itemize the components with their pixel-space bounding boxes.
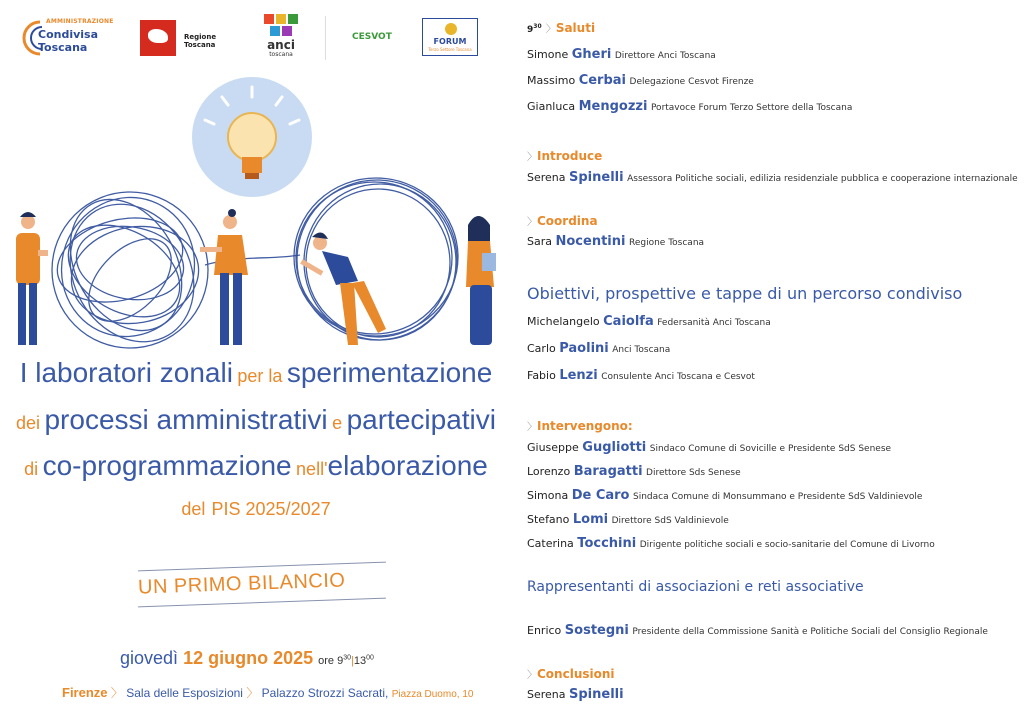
logo-small-text: AMMINISTRAZIONE [46, 18, 114, 25]
speaker-surname: Cerbai [578, 73, 627, 88]
regione-toscana-logo [140, 20, 240, 56]
speaker-row [527, 234, 704, 249]
title-connector: dei [16, 413, 41, 433]
speaker-surname: Gheri [571, 47, 612, 62]
illustration-people-tangle [0, 75, 512, 360]
speaker-name: Caterina [527, 537, 574, 550]
chevron-right-icon: 〉 [246, 686, 259, 700]
logo-line1: Condivisa [38, 28, 99, 41]
anci-sub-label: toscana [269, 51, 293, 58]
speaker-name: Simona [527, 489, 569, 502]
person-figure-icon [16, 212, 48, 345]
forum-circle-icon [445, 23, 457, 35]
anci-square-icon [288, 14, 298, 24]
speaker-role: Sindaca Comune di Monsummano e Presidente SdS Valdinievole [633, 492, 923, 502]
title-line-2 [0, 404, 512, 436]
speaker-surname: Tocchini [577, 536, 637, 551]
speaker-name: Enrico [527, 624, 562, 637]
speaker-name: Gianluca [527, 100, 576, 113]
speaker-role: Direttore Sds Senese [646, 468, 741, 478]
date-time: ore $9^{30}|13^{00}$ [318, 654, 374, 667]
title-text: I laboratori zonali [19, 357, 233, 388]
speaker-row [527, 687, 624, 702]
tangle-scribble-icon [42, 179, 300, 360]
speaker-surname: Lomi [572, 512, 609, 527]
section-label: Conclusioni [537, 667, 615, 681]
bracket-icon: 〉 [527, 217, 537, 228]
speaker-role: Sindaco Comune di Sovicille e Presidente SdS Senese [649, 444, 892, 454]
speaker-role: Anci Toscana [612, 345, 671, 355]
speaker-surname: De Caro [571, 488, 630, 503]
lightbulb-icon [192, 77, 312, 197]
title-line-3 [0, 450, 512, 482]
bracket-icon: 〉 [545, 24, 556, 35]
anci-toscana-logo [260, 14, 302, 60]
speaker-surname: Lenzi [559, 368, 598, 383]
regione-label: Regione Toscana [184, 33, 217, 49]
title-line-1 [0, 357, 512, 389]
date-number: 12 giugno 2025 [183, 648, 314, 668]
speaker-name: Massimo [527, 74, 576, 87]
speaker-role: Consulente Anci Toscana e Cesvot [601, 372, 755, 382]
bracket-icon: 〉 [527, 670, 537, 681]
title-connector: nell' [296, 459, 328, 479]
title-text: elaborazione [327, 450, 488, 481]
anci-label: anci [267, 38, 295, 52]
section-time: $9^{30}$ [527, 23, 542, 35]
event-date [120, 648, 374, 669]
speaker-name: Serena [527, 171, 566, 184]
speaker-surname: Gugliotti [582, 440, 647, 455]
rappresentanti-heading: Rappresentanti di associazioni e reti associative [527, 579, 864, 595]
speaker-surname: Sostegni [564, 623, 629, 638]
speaker-name: Simone [527, 48, 569, 61]
speaker-role: Direttore SdS Valdinievole [611, 516, 729, 526]
speaker-row [527, 623, 988, 638]
section-intervengono [527, 418, 633, 433]
divider-line [138, 598, 386, 608]
speaker-surname: Nocentini [555, 234, 626, 249]
speaker-surname: Caiolfa [603, 314, 654, 329]
speaker-row [527, 314, 771, 329]
forum-logo [422, 18, 478, 56]
venue-city: Firenze [62, 685, 108, 700]
speaker-row [527, 47, 716, 62]
event-venue [62, 684, 473, 701]
section-label: Introduce [537, 149, 603, 163]
speaker-name: Carlo [527, 342, 556, 355]
divider-line [138, 562, 386, 572]
logo-line2: Toscana [38, 41, 88, 54]
forum-label: FORUM [433, 37, 467, 46]
title-text: processi amministrativi [44, 404, 328, 435]
title-connector: e [332, 413, 343, 433]
venue-palace: Palazzo Strozzi Sacrati, [261, 686, 389, 700]
speaker-name: Lorenzo [527, 465, 571, 478]
speaker-row [527, 440, 891, 455]
venue-address: Piazza Duomo, 10 [391, 689, 474, 700]
anci-square-icon [282, 26, 292, 36]
speaker-role: Assessora Politiche sociali, edilizia residenziale pubblica e cooperazione internazionale [627, 174, 1018, 184]
chevron-right-icon: 〉 [110, 686, 123, 700]
person-figure-icon [466, 216, 496, 345]
speaker-row [527, 170, 1018, 185]
speaker-row [527, 341, 670, 356]
speaker-name: Giuseppe [527, 441, 579, 454]
speaker-role: Presidente della Commissione Sanità e Politiche Sociali del Consiglio Regionale [632, 627, 988, 637]
cesvot-logo: CESVOT [352, 32, 392, 42]
speaker-name: Stefano [527, 513, 570, 526]
logo-divider [325, 16, 326, 60]
speaker-row [527, 99, 852, 114]
section-label: Intervengono: [537, 419, 633, 433]
speaker-role: Regione Toscana [628, 238, 705, 248]
speaker-row [527, 73, 754, 88]
speaker-row [527, 512, 729, 527]
speaker-surname: Mengozzi [578, 99, 648, 114]
amministrazione-condivisa-logo [18, 16, 118, 60]
speaker-name: Sara [527, 235, 552, 248]
title-text: co-programmazione [42, 450, 292, 481]
title-connector: per la [237, 366, 283, 386]
speaker-role: Direttore Anci Toscana [614, 51, 716, 61]
speaker-surname: Spinelli [569, 170, 624, 185]
speaker-role: Dirigente politiche sociali e socio-sanitarie del Comune di Livorno [639, 540, 935, 550]
speaker-surname: Spinelli [569, 687, 624, 702]
bracket-icon: 〉 [527, 152, 537, 163]
section-conclusioni [527, 666, 615, 681]
anci-square-icon [270, 26, 280, 36]
forum-sub-label: Terzo Settore Toscana [428, 47, 472, 52]
title-text: partecipativi [346, 404, 496, 435]
anci-square-icon [276, 14, 286, 24]
speaker-name: Serena [527, 688, 566, 701]
title-line-4 [0, 495, 512, 521]
section-saluti [527, 20, 595, 35]
speaker-role: Delegazione Cesvot Firenze [629, 77, 754, 87]
section-coordina [527, 213, 598, 228]
speaker-surname: Baragatti [573, 464, 643, 479]
bilancio-heading: UN PRIMO BILANCIO [137, 569, 346, 599]
title-text: sperimentazione [286, 357, 493, 388]
date-day: giovedì [120, 648, 179, 668]
speaker-row [527, 464, 741, 479]
title-text: PIS 2025/2027 [211, 499, 331, 519]
section-label: Coordina [537, 214, 598, 228]
section-introduce [527, 148, 602, 163]
title-connector: del [181, 499, 206, 519]
program-panel [520, 0, 1024, 720]
obiettivi-heading: Obiettivi, prospettive e tappe di un percorso condiviso [527, 284, 963, 303]
speaker-surname: Paolini [559, 341, 609, 356]
speaker-role: Portavoce Forum Terzo Settore della Toscana [650, 103, 853, 113]
anci-square-icon [264, 14, 274, 24]
speaker-name: Michelangelo [527, 315, 600, 328]
pegasus-flag-icon [140, 20, 176, 56]
section-label: Saluti [555, 21, 596, 35]
title-connector: di [24, 459, 39, 479]
speaker-row [527, 536, 935, 551]
bracket-icon: 〉 [527, 422, 537, 433]
speaker-row [527, 488, 922, 503]
venue-room: Sala delle Esposizioni [126, 686, 243, 700]
speaker-name: Fabio [527, 369, 556, 382]
speaker-role: Federsanità Anci Toscana [657, 318, 771, 328]
speaker-row [527, 368, 755, 383]
